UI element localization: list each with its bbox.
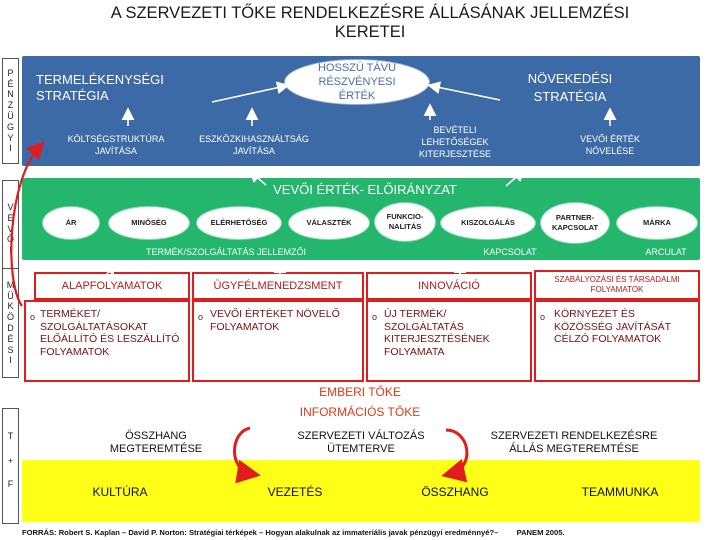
side-letter: S	[7, 344, 14, 355]
process-head-label: ÜGYFÉLMENEDZSMENT	[213, 280, 343, 292]
harmony-creation: ÖSSZHANG MEGTEREMTÉSE	[109, 430, 203, 455]
oval-label: ELÉRHETŐSÉG	[210, 218, 268, 227]
left-red-arrow	[11, 146, 40, 306]
oval-label: VÁLASZTÉK	[306, 218, 352, 227]
process-head-label: INNOVÁCIÓ	[418, 280, 480, 292]
title-line-1: A SZERVEZETI TŐKE RENDELKEZÉSRE ÁLLÁSÁNAK JELLEMZÉSI	[110, 4, 630, 22]
oval-label: PARTNER-KAPCSOLAT	[551, 213, 599, 232]
human-capital: EMBERI TŐKE	[319, 385, 401, 399]
culture-label: KULTÚRA	[92, 485, 148, 499]
process-text-customer-management: VEVŐI ÉRTÉKET NÖVELŐ FOLYAMATOK	[210, 308, 340, 333]
process-text-innovation: ÚJ TERMÉK/ SZOLGÁLTATÁS KITERJESZTÉSÉNEK FOLYAMATA	[384, 308, 490, 358]
productivity-strategy: TERMELÉKENYSÉGI STRATÉGIA	[36, 72, 164, 103]
side-letter: I	[9, 245, 12, 256]
group-product-attributes: TERMÉK/SZOLGÁLTATÁS JELLEMZŐI	[145, 247, 307, 257]
circular-arrow-left	[235, 428, 253, 474]
side-letter-t: T	[7, 431, 14, 441]
side-letter: K	[7, 301, 14, 312]
group-relationship: KAPCSOLAT	[483, 247, 537, 257]
group-image: ARCULAT	[645, 247, 687, 257]
source-text: FORRÁS: Robert S. Kaplan – David P. Norton: Stratégiai térképek – Hogyan alakulnak az immateriális javak pénzügyi eredménnyé?–	[22, 528, 499, 537]
oval-label: MINŐSÉG	[131, 218, 167, 227]
side-letter-f: F	[7, 478, 14, 489]
bullet-icon: o	[372, 312, 378, 322]
oval-label: FUNKCIO-NALITÁS	[386, 212, 424, 231]
long-term-value-label: HOSSZÚ TÁVÚ RÉSZVÉNYESI ÉRTÉK	[317, 62, 397, 102]
arrow-growth-to-value	[432, 86, 500, 100]
growth-strategy: NÖVEKEDÉSI STRATÉGIA	[527, 71, 613, 104]
side-letter: Z	[7, 100, 14, 111]
side-letter: I	[9, 143, 12, 154]
leadership-label: VEZETÉS	[267, 485, 323, 499]
side-letter: M	[6, 279, 15, 290]
cost-structure-label: KÖLTSÉGSTRUKTÚRA JAVÍTÁSA	[67, 134, 165, 156]
revenue-opportunities-label: BEVÉTELI LEHETŐSÉGEK KITERJESZTÉSE	[418, 125, 491, 159]
arrow-customer-to-asset	[252, 173, 266, 185]
source-note	[22, 528, 702, 537]
side-letter: V	[7, 202, 14, 212]
title-line-2: KERETEI	[334, 23, 406, 41]
side-letter: E	[7, 212, 14, 223]
side-letter: D	[7, 323, 14, 333]
arrow-customer-to-revenue	[506, 172, 522, 186]
side-letter: I	[9, 355, 12, 366]
alignment-label: ÖSSZHANG	[421, 485, 489, 499]
side-letter: Ő	[6, 234, 14, 245]
bullet-icon: o	[198, 312, 204, 322]
org-availability: SZERVEZETI RENDELKEZÉSRE ÁLLÁS MEGTEREMTÉSE	[490, 430, 658, 455]
side-letter: V	[7, 223, 14, 234]
oval-label: ÁR	[65, 218, 77, 227]
process-text-operations: TERMÉKET/ SZOLGÁLTATÁSOKAT ELŐÁLLÍTÓ ÉS LESZÁLLÍTÓ FOLYAMATOK	[40, 308, 180, 358]
process-text-regulatory: KÖRNYEZET ÉS KÖZÖSSÉG JAVÍTÁSÁT CÉLZÓ FOLYAMATOK	[554, 308, 671, 345]
side-letter: Ü	[7, 290, 14, 301]
information-capital: INFORMÁCIÓS TŐKE	[299, 405, 421, 419]
side-letter-plus: +	[7, 455, 14, 466]
process-head-label: ALAPFOLYAMATOK	[61, 280, 163, 292]
side-letter: É	[7, 333, 14, 344]
teamwork-label: TEAMMUNKA	[581, 485, 659, 499]
side-letter: P	[7, 67, 14, 78]
side-letter: G	[6, 121, 14, 132]
side-letter: É	[7, 78, 14, 89]
side-letter: Ö	[6, 312, 14, 323]
circular-arrow-right	[446, 430, 467, 474]
customer-value-proposition: VEVŐI ÉRTÉK- ELŐIRÁNYZAT	[273, 182, 457, 197]
process-head-label: SZABÁLYOZÁSI ÉS TÁRSADALMI FOLYAMATOK	[554, 275, 680, 294]
oval-label: KISZOLGÁLÁS	[461, 218, 515, 227]
side-letter: N	[7, 89, 14, 100]
customer-value-label: VEVŐI ÉRTÉK NÖVELÉSE	[580, 134, 640, 156]
oval-label: MÁRKA	[643, 218, 671, 227]
org-change-schedule: SZERVEZETI VÁLTOZÁS ÜTEMTERVE	[297, 430, 425, 455]
arrow-operations-up	[106, 265, 112, 276]
bullet-icon: o	[30, 312, 36, 322]
source-year: PANEM 2005.	[516, 528, 565, 537]
side-letter: Y	[7, 132, 14, 143]
side-letter: Ü	[7, 111, 14, 121]
asset-utilization-label: ESZKÖZKIHASZNÁLTSÁG JAVÍTÁSA	[199, 134, 309, 156]
arrow-productivity-to-value	[212, 86, 285, 102]
bullet-icon: o	[540, 312, 546, 322]
